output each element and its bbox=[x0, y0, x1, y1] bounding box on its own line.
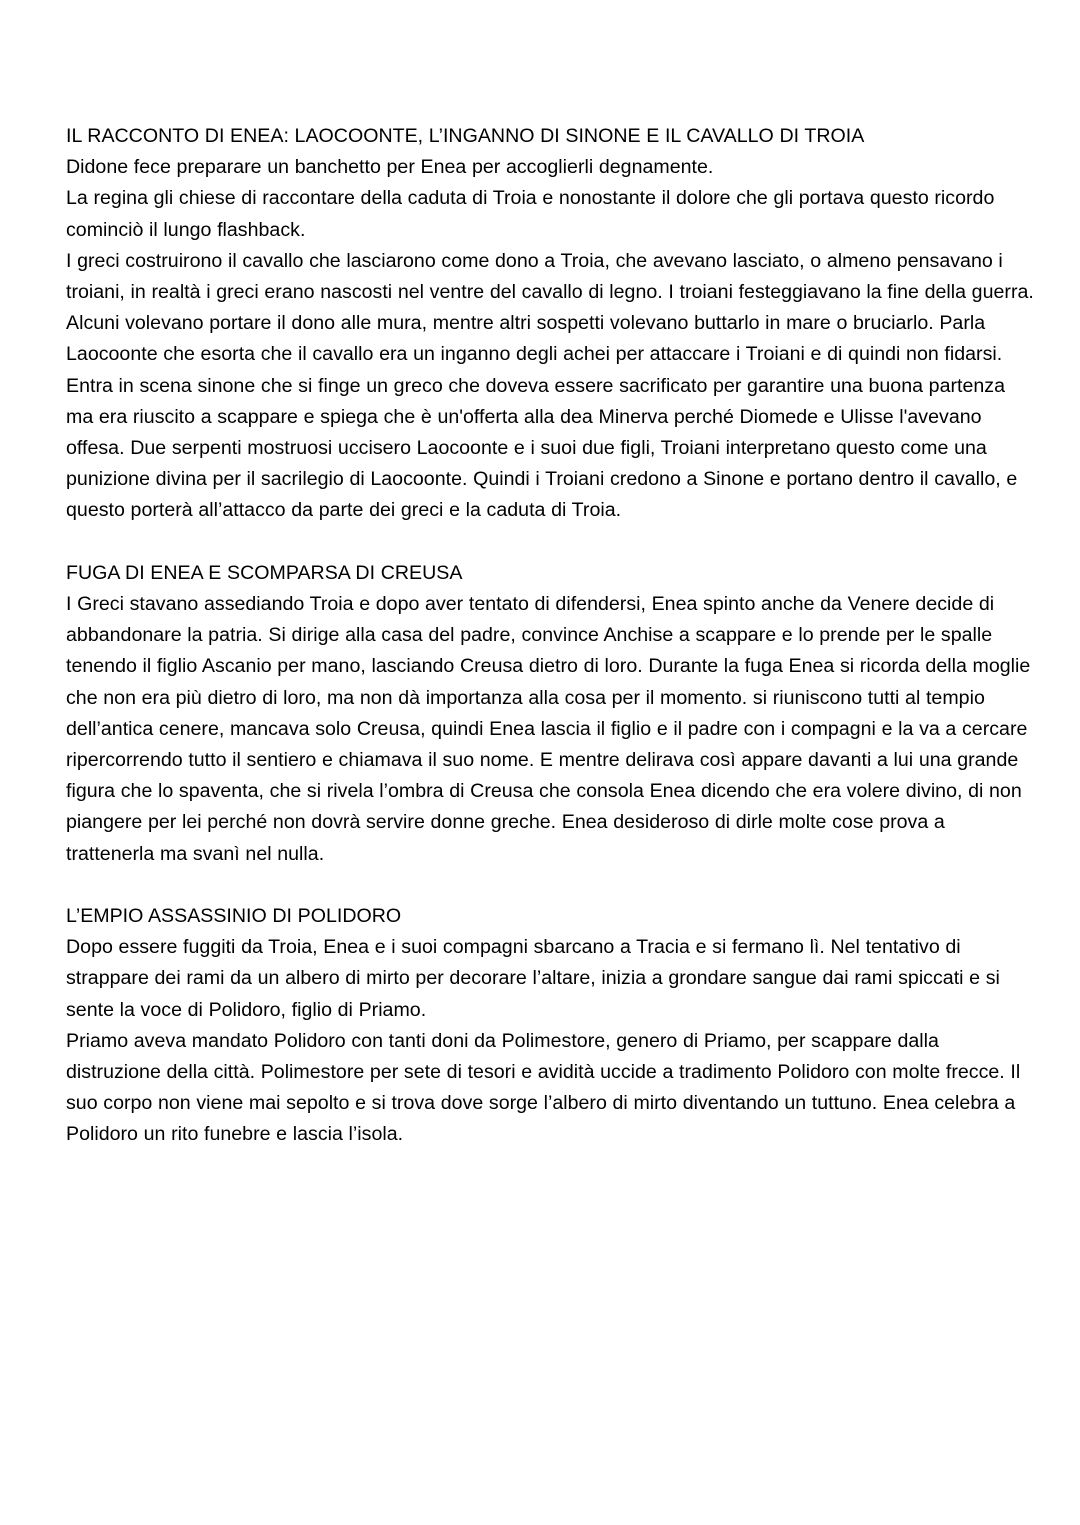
paragraph: Didone fece preparare un banchetto per Enea per accoglierli degnamente. bbox=[66, 156, 714, 179]
section-racconto-di-enea bbox=[66, 121, 1034, 527]
section-fuga-di-enea bbox=[66, 558, 1034, 870]
paragraph: I Greci stavano assediando Troia e dopo aver tentato di difendersi, Enea spinto anche da Venere decide di abbandonare la patria. Si dirige alla casa del padre, convince Anchise a scappare e lo prende per le spalle tenendo il figlio Ascanio per mano, lasciando Creusa dietro di loro. Durante la fuga Enea si ricorda della moglie che non era più dietro di loro, ma non dà importanza alla cosa per il momento. si riuniscono tutti al tempio dell’antica cenere, mancava solo Creusa, quindi Enea lascia il figlio e il padre con i compagni e la va a cercare ripercorrendo tutto il sentiero e chiamava il suo nome. E mentre delirava così appare davanti a lui una grande figura che lo spaventa, che si rivela l’ombra di Creusa che consola Enea dicendo che era volere divino, di non piangere per lei perché non dovrà servire donne greche. Enea desideroso di dirle molte cose prova a trattenerla ma svanì nel nulla. bbox=[66, 593, 1031, 865]
section-heading: IL RACCONTO DI ENEA: LAOCOONTE, L’INGANNO DI SINONE E IL CAVALLO DI TROIA bbox=[66, 125, 865, 147]
paragraph: Dopo essere fuggiti da Troia, Enea e i suoi compagni sbarcano a Tracia e si fermano lì. Nel tentativo di strappare dei rami da un albero di mirto per decorare l’altare, inizia a grondare sangue dai rami spiccati e si sente la voce di Polidoro, figlio di Priamo. bbox=[66, 936, 1000, 1021]
paragraph: I greci costruirono il cavallo che lasciarono come dono a Troia, che avevano lasciato, o almeno pensavano i troiani, in realtà i greci erano nascosti nel ventre del cavallo di legno. I troiani festeggiavano la fine della guerra. Alcuni volevano portare il dono alle mura, mentre altri sospetti volevano buttarlo in mare o bruciarlo. Parla Laocoonte che esorta che il cavallo era un inganno degli achei per attaccare i Troiani e di quindi non fidarsi. Entra in scena sinone che si finge un greco che doveva essere sacrificato per garantire una buona partenza ma era riuscito a scappare e spiega che è un'offerta alla dea Minerva perché Diomede e Ulisse l'avevano offesa. Due serpenti mostruosi uccisero Laocoonte e i suoi due figli, Troiani interpretano questo come una punizione divina per il sacrilegio di Laocoonte. Quindi i Troiani credono a Sinone e portano dentro il cavallo, e questo porterà all’attacco da parte dei greci e la caduta di Troia. bbox=[66, 249, 1034, 522]
section-heading: L’EMPIO ASSASSINIO DI POLIDORO bbox=[66, 905, 402, 928]
section-spacer bbox=[66, 527, 1034, 558]
document-body bbox=[66, 121, 1034, 1151]
section-spacer bbox=[66, 870, 1034, 901]
section-heading: FUGA DI ENEA E SCOMPARSA DI CREUSA bbox=[66, 561, 463, 584]
paragraph: La regina gli chiese di raccontare della caduta di Troia e nonostante il dolore che gli portava questo ricordo cominciò il lungo flashback. bbox=[66, 187, 995, 241]
paragraph: Priamo aveva mandato Polidoro con tanti doni da Polimestore, genero di Priamo, per scappare dalla distruzione della città. Polimestore per sete di tesori e avidità uccide a tradimento Polidoro con molte frecce. Il suo corpo non viene mai sepolto e si trova dove sorge l’albero di mirto diventando un tuttuno. Enea celebra a Polidoro un rito funebre e lascia l’isola. bbox=[66, 1029, 1021, 1146]
section-assassinio-di-polidoro bbox=[66, 901, 1034, 1151]
